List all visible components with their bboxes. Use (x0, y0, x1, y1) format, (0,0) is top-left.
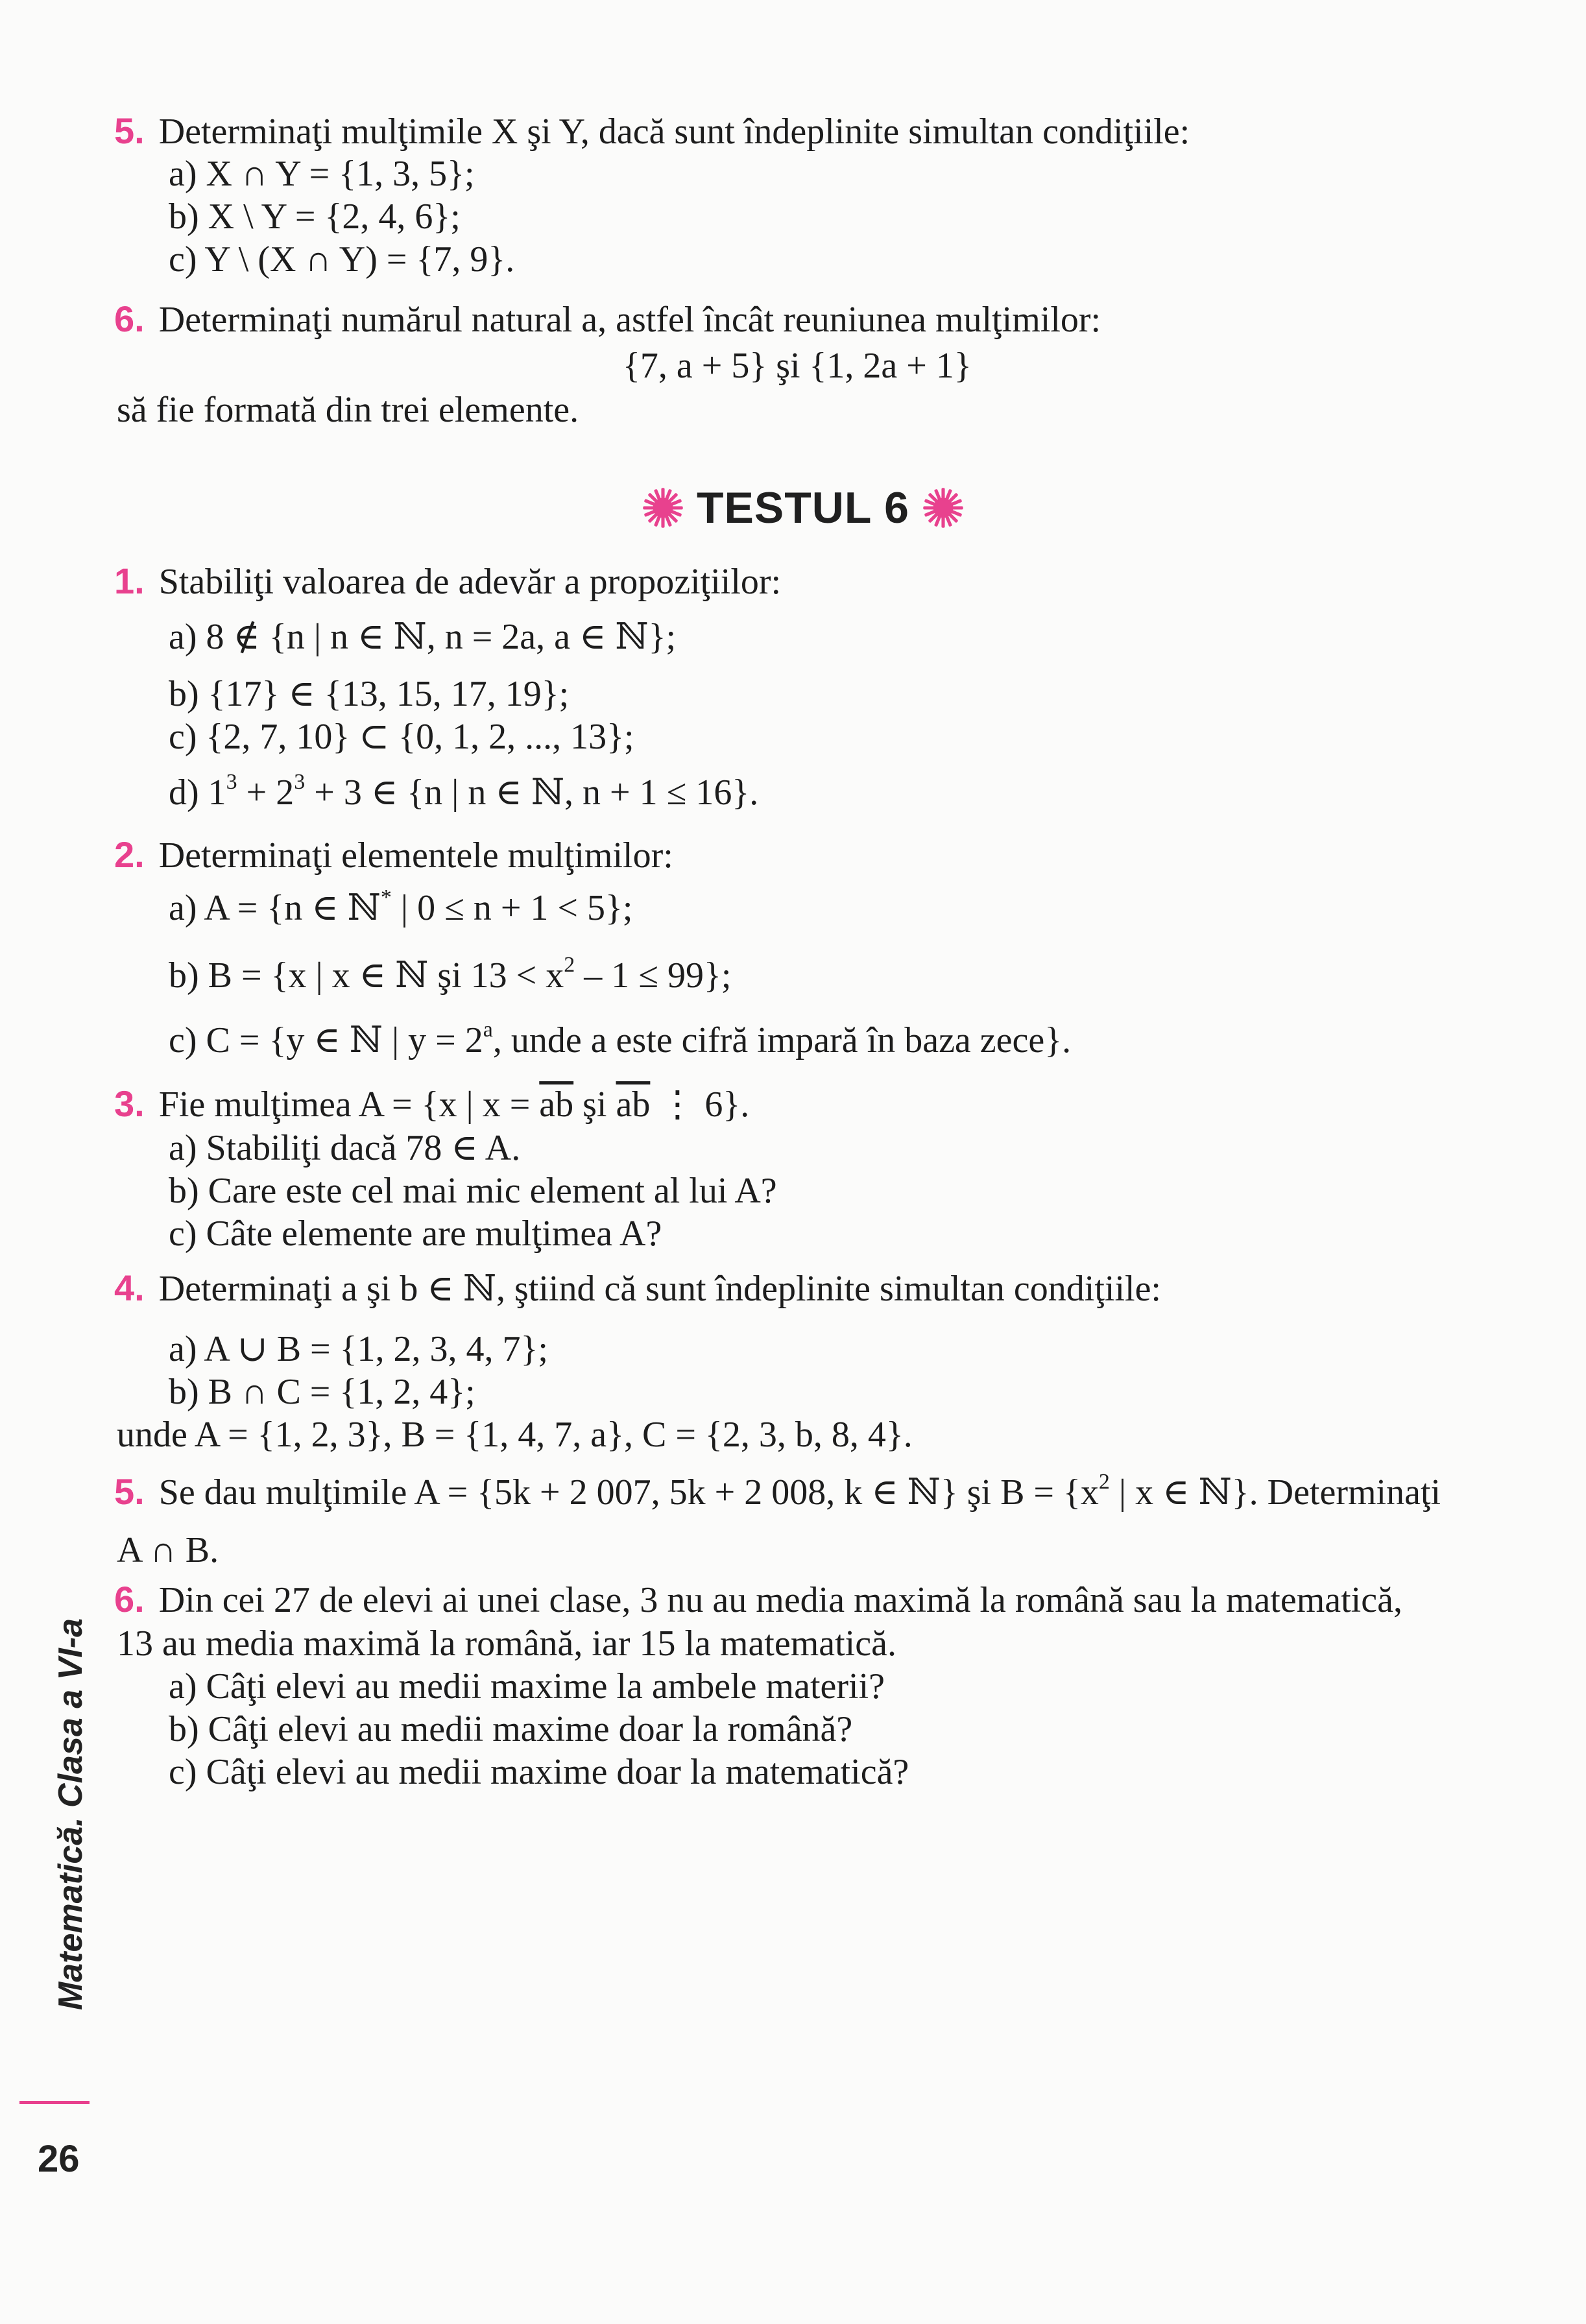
problem-text: Determinaţi elementele mulţimilor: (158, 835, 673, 876)
p2-b-part: – 1 ≤ 99}; (575, 955, 732, 996)
p2-a-part: a) A = {n ∈ ℕ (169, 888, 381, 928)
prev-p6-end: să fie formată din trei elemente. (117, 390, 579, 430)
p2-item-a (169, 886, 632, 930)
p1-item-c: c) {2, 7, 10} ⊂ {0, 1, 2, ..., 13}; (169, 717, 634, 757)
page-number: 26 (38, 2138, 80, 2180)
prev-problem-5 (114, 109, 1190, 154)
p6-item-a: a) Câţi elevi au medii maxime la ambele materii? (169, 1666, 885, 1707)
prev-p5-item-c: c) Y \ (X ∩ Y) = {7, 9}. (169, 239, 515, 280)
exponent: 3 (294, 770, 306, 794)
problem-4 (114, 1266, 1161, 1311)
test-title-row (642, 479, 964, 537)
problem-number: 6. (114, 298, 145, 339)
problem-text: Se dau mulţimile A = {5k + 2 007, 5k + 2 008, k ∈ ℕ} şi B = {x (158, 1472, 1099, 1513)
p1-item-d (169, 771, 758, 815)
side-divider (19, 2101, 90, 2104)
exponent: 3 (226, 770, 237, 794)
problem-text: Determinaţi a şi b ∈ ℕ, ştiind că sunt îndeplinite simultan condiţiile: (158, 1269, 1161, 1309)
exponent: 2 (1098, 1470, 1110, 1494)
problem-text: Determinaţi numărul natural a, astfel încât reuniunea mulţimilor: (158, 300, 1101, 340)
problem-text: ⋮ 6}. (650, 1084, 750, 1125)
problem-1 (114, 559, 781, 604)
problem-number: 1. (114, 560, 145, 601)
problem-5 (114, 1470, 1441, 1515)
p1-item-b: b) {17} ∈ {13, 15, 17, 19}; (169, 674, 570, 714)
p2-item-c (169, 1018, 1071, 1062)
problem-text: şi (573, 1084, 616, 1125)
p2-a-part: | 0 ≤ n + 1 < 5}; (391, 888, 633, 928)
flower-burst-icon (922, 487, 964, 529)
problem-text: Determinaţi mulţimile X şi Y, dacă sunt îndeplinite simultan condiţiile: (158, 112, 1190, 152)
problem-number: 2. (114, 834, 145, 875)
p2-c-part: c) C = {y ∈ ℕ | y = 2 (169, 1020, 483, 1060)
p4-item-a: a) A ∪ B = {1, 2, 3, 4, 7}; (169, 1329, 548, 1369)
p6-item-c: c) Câţi elevi au medii maxime doar la matematică? (169, 1752, 909, 1792)
exponent: * (380, 885, 392, 909)
problem-number: 3. (114, 1083, 145, 1124)
problem-text: Fie mulţimea A = {x | x = (158, 1084, 540, 1125)
problem-number: 5. (114, 110, 145, 151)
p3-item-c: c) Câte elemente are mulţimea A? (169, 1214, 662, 1254)
problem-2 (114, 833, 673, 878)
problem-number: 4. (114, 1267, 145, 1308)
problem-text: Stabiliţi valoarea de adevăr a propoziţiilor: (158, 562, 782, 602)
prev-problem-6 (114, 297, 1101, 342)
p4-item-b: b) B ∩ C = {1, 2, 4}; (169, 1372, 475, 1412)
p1-d-part: d) 1 (169, 773, 226, 813)
p6-item-b: b) Câţi elevi au medii maxime doar la română? (169, 1709, 853, 1749)
p5-line-2: A ∩ B. (117, 1530, 219, 1570)
side-book-label: Matematică. Clasa a VI-a (52, 1618, 90, 2011)
p1-item-a: a) 8 ∉ {n | n ∈ ℕ, n = 2a, a ∈ ℕ}; (169, 617, 677, 657)
prev-p5-item-a: a) X ∩ Y = {1, 3, 5}; (169, 154, 475, 194)
flower-burst-icon (642, 487, 684, 529)
problem-number: 6. (114, 1579, 145, 1620)
exponent: 2 (564, 953, 575, 977)
problem-6 (114, 1577, 1402, 1622)
overlined-number: $\overline{ab}$ (539, 1084, 574, 1125)
exponent: a (483, 1018, 493, 1042)
test-title: TESTUL 6 (697, 483, 909, 533)
p1-d-part: + 2 (237, 773, 294, 813)
p3-item-a: a) Stabiliţi dacă 78 ∈ A. (169, 1128, 521, 1168)
prev-p5-item-b: b) X \ Y = {2, 4, 6}; (169, 197, 461, 237)
p2-c-part: , unde a este cifră impară în baza zece}. (492, 1020, 1072, 1060)
p6-text-2: 13 au media maximă la română, iar 15 la matematică. (117, 1623, 896, 1664)
p2-item-b (169, 953, 731, 998)
p2-b-part: b) B = {x | x ∈ ℕ şi 13 < x (169, 955, 564, 996)
problem-number: 5. (114, 1471, 145, 1512)
overlined-number: $\overline{ab}$ (616, 1084, 651, 1125)
problem-text: | x ∈ ℕ}. Determinaţi (1109, 1472, 1441, 1513)
problem-text: Din cei 27 de elevi ai unei clase, 3 nu au media maximă la română sau la matematică, (158, 1580, 1402, 1620)
p1-d-part: + 3 ∈ {n | n ∈ ℕ, n + 1 ≤ 16}. (305, 773, 759, 813)
p4-end: unde A = {1, 2, 3}, B = {1, 4, 7, a}, C = {2, 3, b, 8, 4}. (117, 1415, 913, 1455)
prev-p6-formula: {7, a + 5} şi {1, 2a + 1} (623, 346, 972, 386)
problem-3 (114, 1082, 749, 1127)
p3-item-b: b) Care este cel mai mic element al lui A? (169, 1171, 777, 1211)
